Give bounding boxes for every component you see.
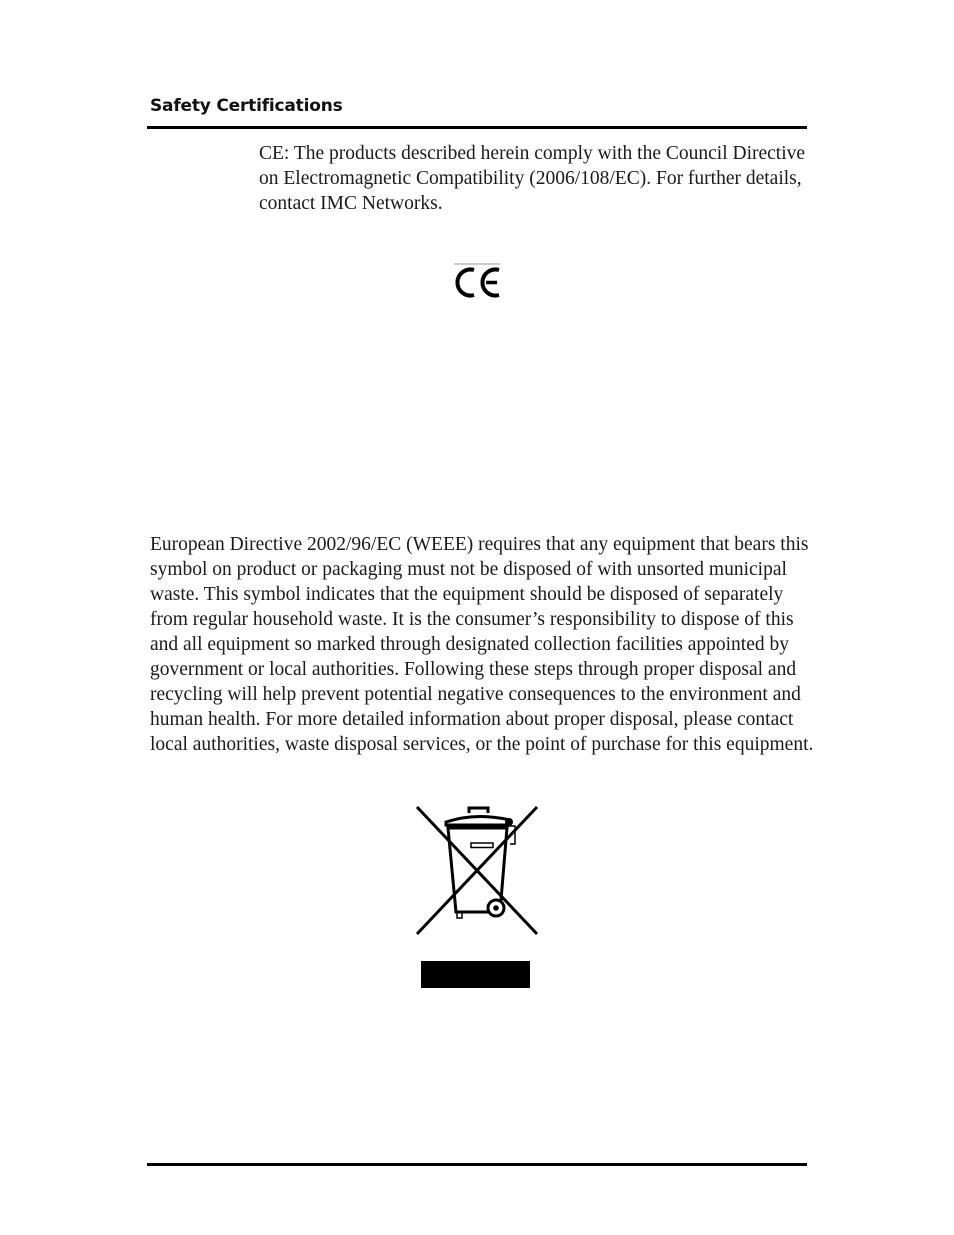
- header-rule: [147, 126, 807, 129]
- weee-statement-line: and all equipment so marked through designated collection facilities appointed by: [150, 634, 789, 655]
- weee-statement: [150, 532, 815, 757]
- crossed-out-wheelie-bin-icon: [412, 800, 542, 940]
- weee-statement-line: waste. This symbol indicates that the equipment should be disposed of separately: [150, 584, 784, 605]
- weee-statement-line: local authorities, waste disposal services, or the point of purchase for this equipment.: [150, 734, 814, 755]
- ce-mark-icon: [452, 262, 502, 302]
- weee-statement-line: government or local authorities. Following these steps through proper disposal and: [150, 659, 797, 680]
- ce-statement-line: CE: The products described herein comply with the Council Directive: [259, 143, 806, 164]
- weee-statement-line: European Directive 2002/96/EC (WEEE) requires that any equipment that bears this: [150, 534, 809, 555]
- weee-statement-line: recycling will help prevent potential negative consequences to the environment and: [150, 684, 801, 705]
- ce-statement: [259, 141, 809, 216]
- weee-underline-bar: [421, 961, 530, 988]
- ce-statement-line: contact IMC Networks.: [259, 193, 443, 214]
- ce-statement-line: on Electromagnetic Compatibility (2006/108/EC). For further details,: [259, 168, 802, 189]
- footer-rule: [147, 1163, 807, 1166]
- weee-statement-line: symbol on product or packaging must not be disposed of with unsorted municipal: [150, 559, 787, 580]
- page-title: Safety Certifications: [150, 96, 343, 116]
- weee-statement-line: from regular household waste. It is the consumer’s responsibility to dispose of this: [150, 609, 794, 630]
- weee-statement-line: human health. For more detailed information about proper disposal, please contact: [150, 709, 794, 730]
